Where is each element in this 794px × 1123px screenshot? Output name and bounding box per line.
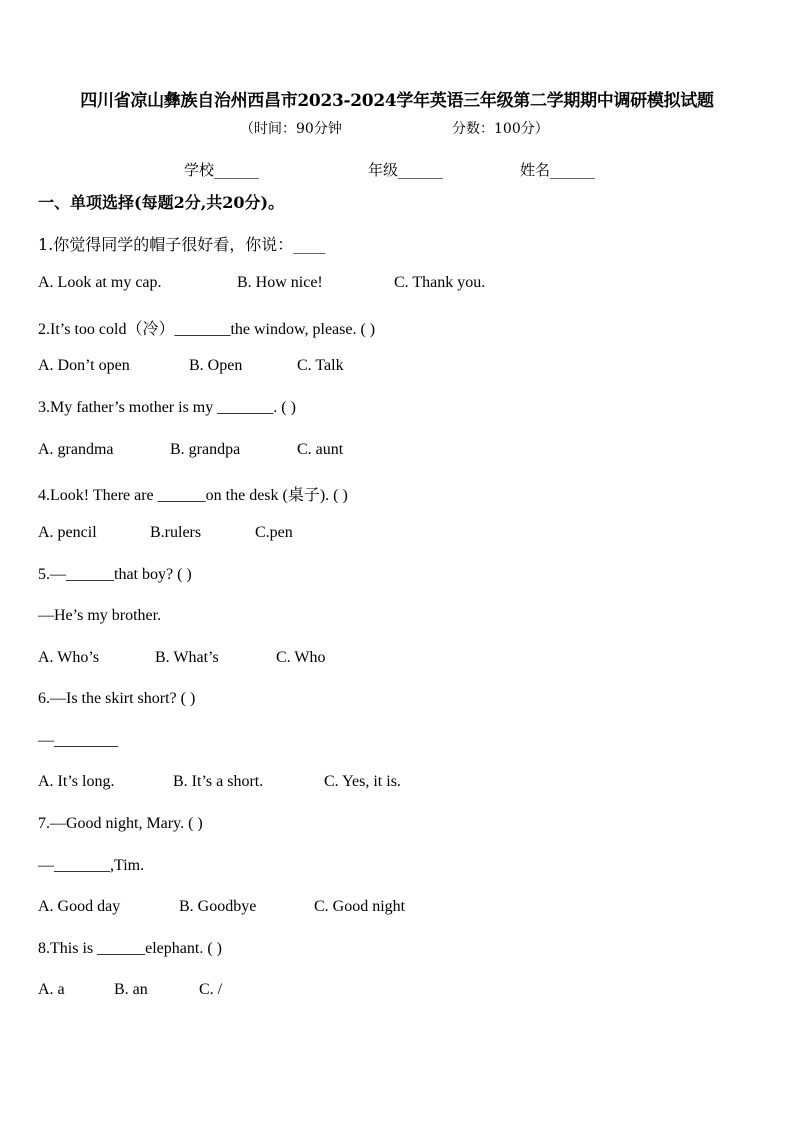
question-3-option-c: C. aunt	[297, 441, 344, 458]
question-7-option-b: B. Goodbye	[179, 898, 257, 915]
section-heading: 一、单项选择(每题2分,共20分)。	[38, 193, 285, 212]
question-5-option-a: A. Who’s	[38, 649, 100, 666]
question-2-option-b: B. Open	[189, 357, 243, 374]
exam-time: （时间：90分钟	[240, 121, 342, 137]
question-7-option-a: A. Good day	[38, 898, 121, 915]
question-4-option-c: C.pen	[255, 524, 293, 541]
question-1-option-c: C. Thank you.	[394, 274, 486, 291]
question-7-option-c: C. Good night	[314, 898, 406, 915]
question-8-option-c: C. /	[199, 981, 223, 998]
question-5-option-c: C. Who	[276, 649, 326, 666]
question-4-options	[38, 524, 293, 542]
question-7-options	[38, 898, 405, 916]
question-8-option-a: A. a	[38, 981, 65, 998]
question-2-stem: 2.It’s too cold（冷）_______the window, please. ( )	[38, 321, 376, 338]
question-3-option-b: B. grandpa	[170, 441, 241, 458]
question-3-option-a: A. grandma	[38, 441, 114, 458]
question-1-stem: 1.你觉得同学的帽子很好看，你说：____	[38, 235, 326, 254]
question-6-options	[38, 773, 401, 791]
question-8-stem: 8.This is ______elephant. ( )	[38, 940, 222, 957]
question-5-stem: 5.—______that boy? ( )	[38, 566, 192, 583]
question-3-stem: 3.My father’s mother is my _______. ( )	[38, 399, 296, 416]
question-7-stem: 7.—Good night, Mary. ( )	[38, 815, 203, 832]
question-1-options	[38, 274, 485, 292]
question-8-option-b: B. an	[114, 981, 148, 998]
question-2-option-c: C. Talk	[297, 357, 344, 374]
question-1-option-a: A. Look at my cap.	[38, 274, 162, 291]
question-6-stem: 6.—Is the skirt short? ( )	[38, 690, 196, 707]
grade-field: 年级______	[368, 161, 444, 179]
question-4-option-b: B.rulers	[150, 524, 202, 541]
question-6-option-c: C. Yes, it is.	[324, 773, 401, 790]
question-3-options	[38, 441, 343, 459]
question-2-option-a: A. Don’t open	[38, 357, 130, 374]
question-1-option-b: B. How nice!	[237, 274, 323, 291]
question-8-options	[38, 981, 222, 999]
exam-title: 四川省凉山彝族自治州西昌市2023-2024学年英语三年级第二学期期中调研模拟试题	[80, 91, 714, 111]
question-5-options	[38, 649, 325, 667]
question-7-answer-line: —_______,Tim.	[38, 857, 145, 874]
question-4-option-a: A. pencil	[38, 524, 97, 541]
school-field: 学校______	[184, 161, 260, 179]
exam-score: 分数：100分）	[452, 121, 549, 137]
question-6-answer-line: —________	[38, 732, 118, 749]
question-5-option-b: B. What’s	[155, 649, 219, 666]
question-6-option-b: B. It’s a short.	[173, 773, 264, 790]
name-field: 姓名______	[520, 161, 596, 179]
question-5-answer-line: —He’s my brother.	[38, 607, 162, 624]
question-2-options	[38, 357, 344, 375]
question-4-stem: 4.Look! There are ______on the desk (桌子). ( )	[38, 487, 348, 504]
question-6-option-a: A. It’s long.	[38, 773, 115, 790]
